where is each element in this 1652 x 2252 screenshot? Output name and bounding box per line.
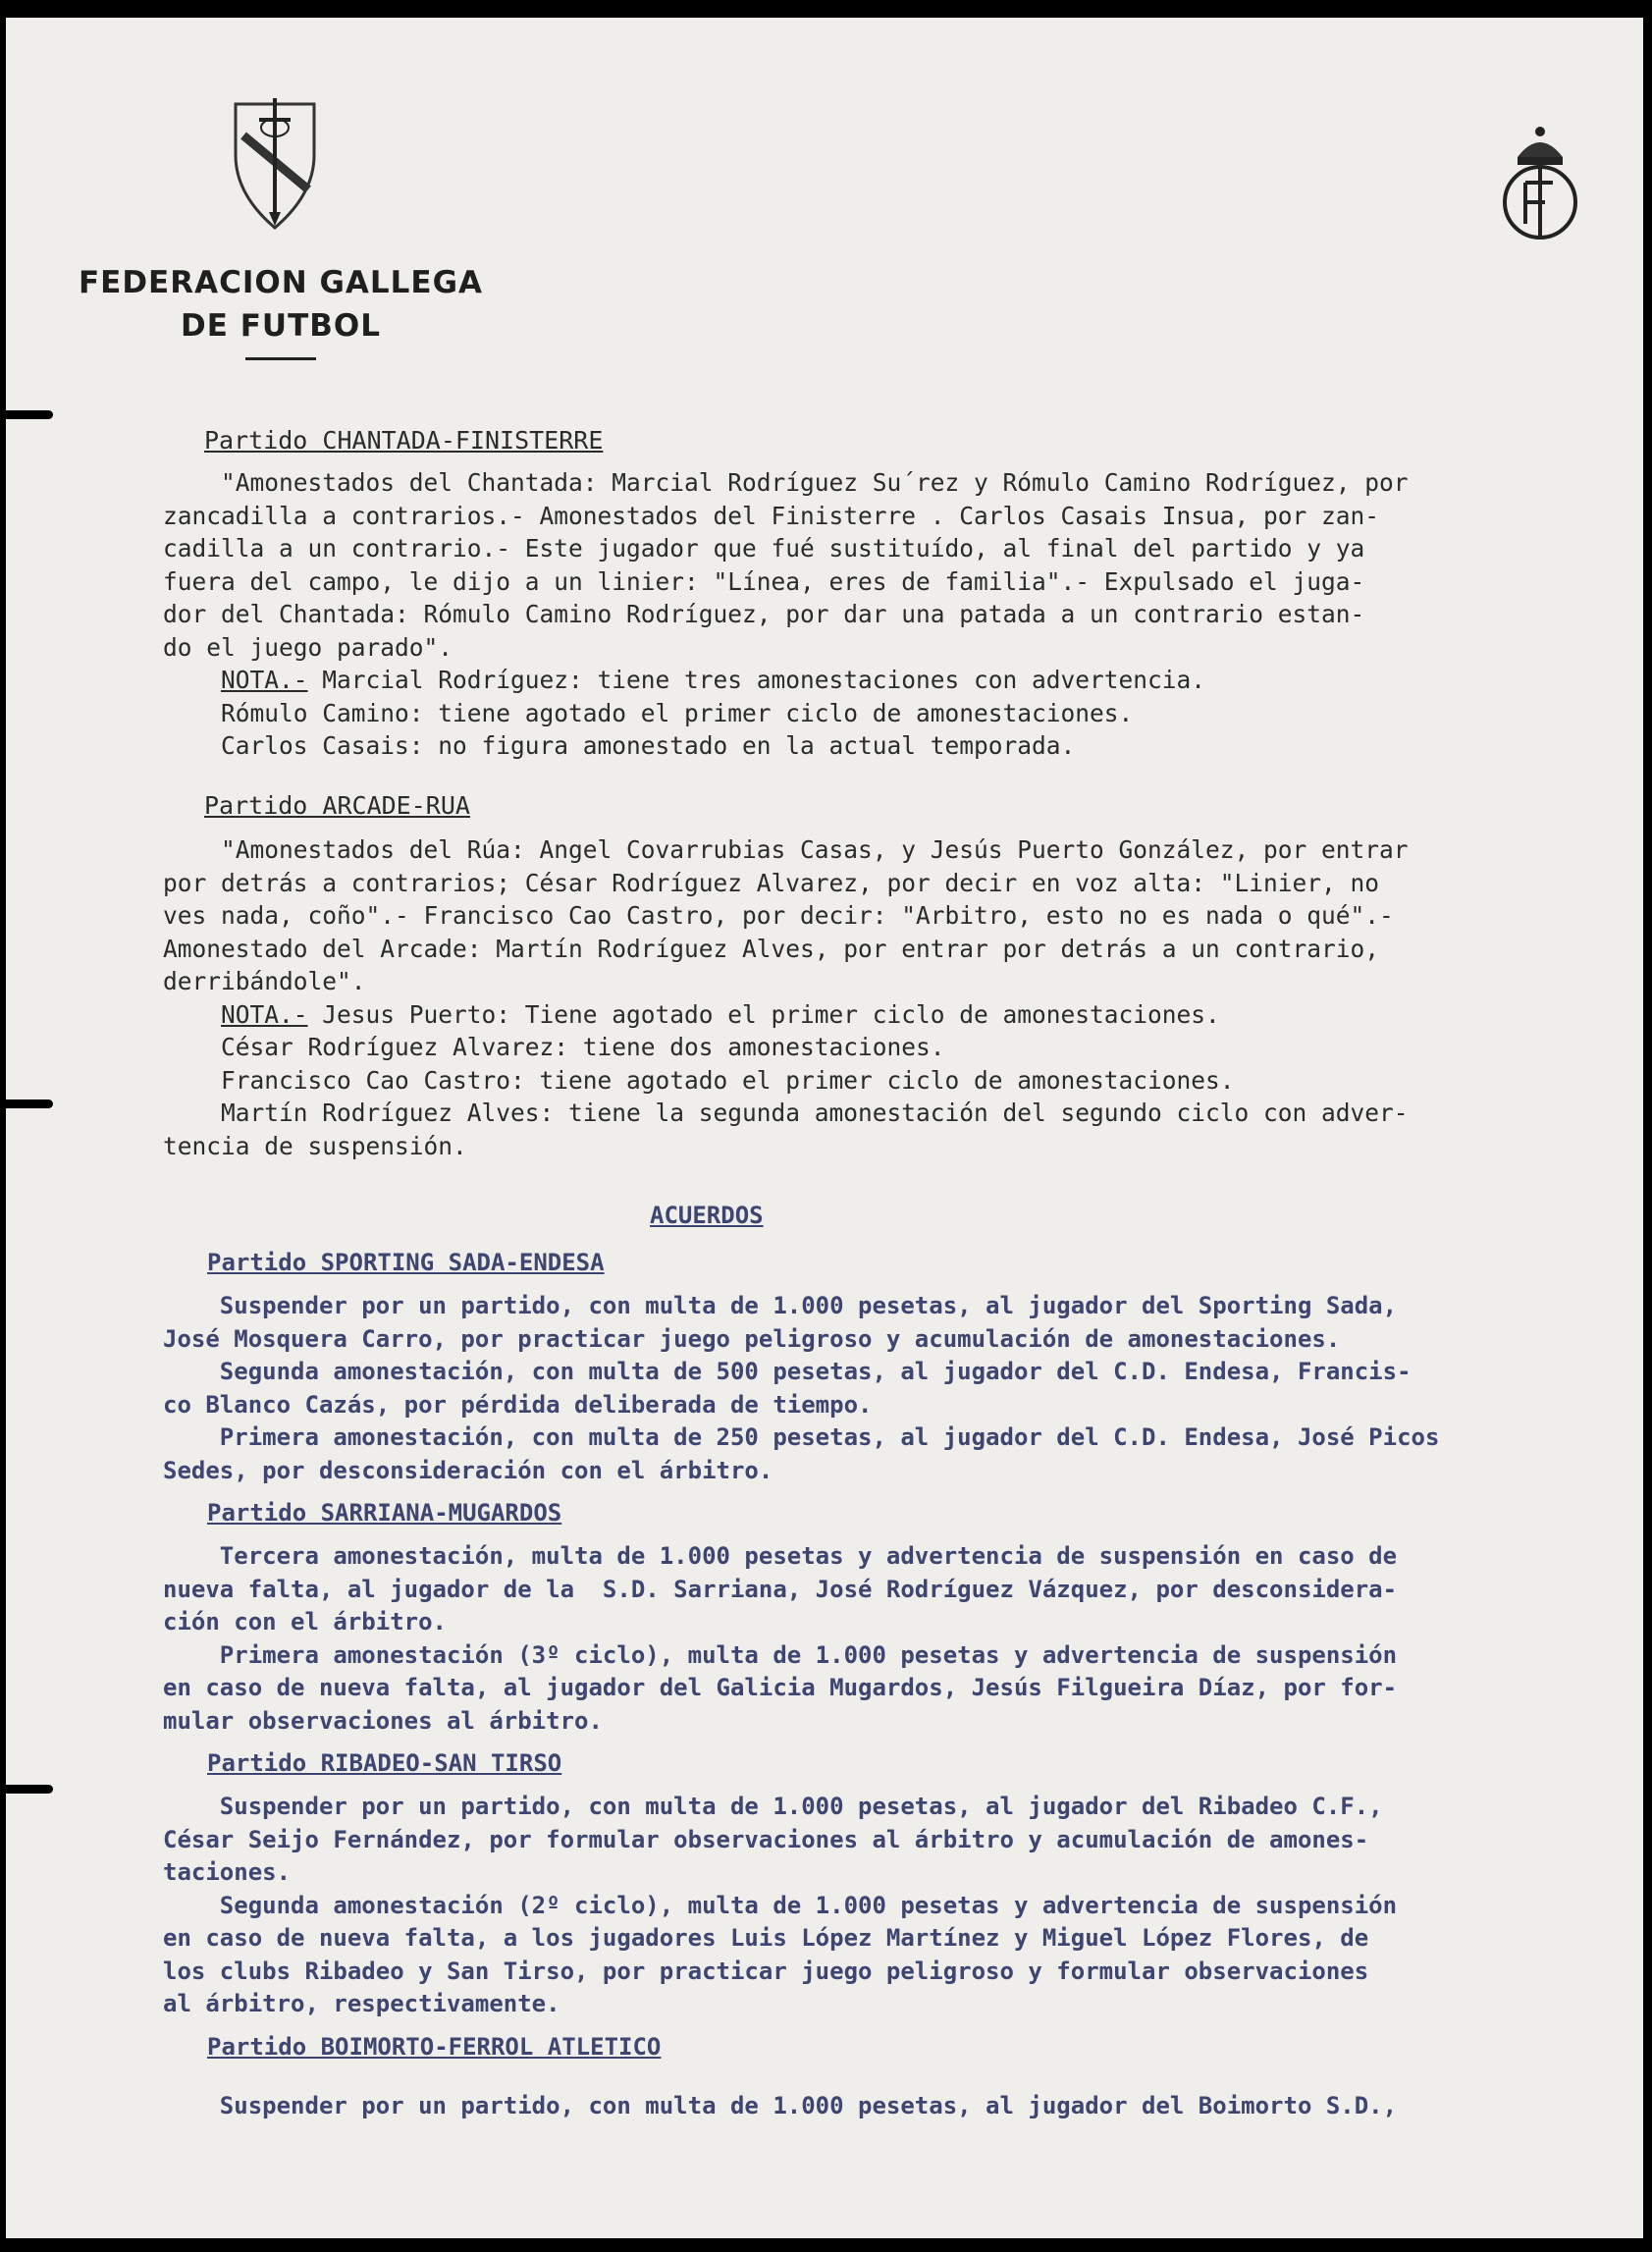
acuerdos-block: [163, 1202, 1616, 2122]
note-line: NOTA.- Marcial Rodríguez: tiene tres amonestaciones con advertencia.: [221, 666, 1206, 694]
section-title: Partido CHANTADA-FINISTERRE: [204, 426, 604, 455]
body-line: Primera amonestación (3º ciclo), multa de 1.000 pesetas y advertencia de suspensión: [163, 1640, 1398, 1669]
body-line: Suspender por un partido, con multa de 1.000 pesetas, al jugador del Sporting Sada,: [163, 1292, 1398, 1319]
note-label: NOTA.-: [221, 999, 308, 1029]
body-line: Segunda amonestación (2º ciclo), multa de 1.000 pesetas y advertencia de suspensión: [163, 1891, 1398, 1919]
body-line: José Mosquera Carro, por practicar juego peligroso y acumulación de amonestaciones.: [163, 1324, 1341, 1353]
body-line: "Amonestados del Chantada: Marcial Rodríguez Su´rez y Rómulo Camino Rodríguez, por: [163, 468, 1409, 497]
section-title: Partido RIBADEO-SAN TIRSO: [207, 1749, 562, 1777]
body-line: "Amonestados del Rúa: Angel Covarrubias Casas, y Jesús Puerto González, por entrar: [163, 835, 1409, 864]
body-line: Segunda amonestación, con multa de 500 pesetas, al jugador del C.D. Endesa, Francis-: [163, 1358, 1412, 1385]
body-line: Tercera amonestación, multa de 1.000 pesetas y advertencia de suspensión en caso de: [163, 1542, 1398, 1570]
punch-hole-mark: [6, 1099, 53, 1108]
section-title: Partido SPORTING SADA-ENDESA: [207, 1249, 605, 1276]
body-line: Amonestado del Arcade: Martín Rodríguez Alves, por entrar por detrás a un contrario,: [163, 934, 1380, 963]
note-line: Martín Rodríguez Alves: tiene la segunda amonestación del segundo ciclo con adver-: [163, 1099, 1409, 1127]
body-line: en caso de nueva falta, al jugador del Galicia Mugardos, Jesús Filgueira Díaz, por for-: [163, 1674, 1398, 1701]
punch-hole-mark: [6, 410, 53, 419]
body-line: al árbitro, respectivamente.: [163, 1990, 560, 2017]
acuerdo-boimorto-ferrol-atletico: [163, 2033, 1616, 2123]
section-chantada-finisterre: [163, 426, 1616, 763]
body-line: Suspender por un partido, con multa de 1.000 pesetas, al jugador del Ribadeo C.F.,: [163, 1793, 1383, 1820]
note-line: César Rodríguez Alvarez: tiene dos amonestaciones.: [163, 1033, 945, 1061]
acuerdos-heading: ACUERDOS: [650, 1202, 764, 1229]
note-line: Carlos Casais: no figura amonestado en la actual temporada.: [163, 731, 1076, 760]
body-line: Suspender por un partido, con multa de 1.000 pesetas, al jugador del Boimorto S.D.,: [163, 2091, 1398, 2119]
body-line: ves nada, coño".- Francisco Cao Castro, por decir: "Arbitro, esto no es nada o qué".-: [163, 901, 1394, 930]
body-line: do el juego parado".: [163, 632, 453, 662]
body-line: taciones.: [163, 1858, 292, 1886]
body-line: los clubs Ribadeo y San Tirso, por practicar juego peligroso y formular observaciones: [163, 1957, 1369, 1985]
letterhead-line2: DE FUTBOL: [181, 308, 381, 344]
rfef-crest-logo: [1496, 118, 1584, 245]
body-line: cadilla a un contrario.- Este jugador que fué sustituído, al final del partido y ya: [163, 534, 1365, 563]
section-arcade-rua: [163, 791, 1616, 1162]
body-line: por detrás a contrarios; César Rodríguez Alvarez, por decir en voz alta: "Linier, no: [163, 868, 1380, 897]
fgf-shield-logo: [230, 96, 320, 234]
body-line: mular observaciones al árbitro.: [163, 1706, 603, 1735]
section-title: Partido SARRIANA-MUGARDOS: [207, 1499, 562, 1527]
acuerdo-sarriana-mugardos: [163, 1499, 1616, 1738]
acuerdo-sporting-sada-endesa: [163, 1249, 1616, 1487]
note-line: NOTA.- Jesus Puerto: Tiene agotado el primer ciclo de amonestaciones.: [221, 999, 1220, 1029]
note-line: tencia de suspensión.: [163, 1131, 467, 1160]
document-page: [6, 18, 1643, 2238]
body-line: zancadilla a contrarios.- Amonestados del Finisterre . Carlos Casais Insua, por zan-: [163, 501, 1380, 530]
note-line: Rómulo Camino: tiene agotado el primer ciclo de amonestaciones.: [163, 698, 1134, 727]
body-line: ción con el árbitro.: [163, 1608, 447, 1635]
section-title: Partido ARCADE-RUA: [204, 791, 470, 820]
body-line: nueva falta, al jugador de la S.D. Sarriana, José Rodríguez Vázquez, por desconsidera-: [163, 1575, 1398, 1603]
letterhead-line1: FEDERACION GALLEGA: [78, 265, 484, 300]
letterhead: [75, 261, 487, 360]
letterhead-rule: [245, 357, 316, 360]
note-label: NOTA.-: [221, 666, 308, 694]
body-line: Sedes, por desconsideración con el árbitro.: [163, 1456, 773, 1484]
section-title: Partido BOIMORTO-FERROL ATLETICO: [207, 2032, 662, 2061]
acuerdo-ribadeo-san-tirso: [163, 1749, 1616, 2021]
body-line: dor del Chantada: Rómulo Camino Rodríguez, por dar una patada a un contrario estan-: [163, 600, 1365, 628]
punch-hole-mark: [6, 1785, 53, 1794]
note-line: Francisco Cao Castro: tiene agotado el primer ciclo de amonestaciones.: [163, 1065, 1235, 1095]
body-line: co Blanco Cazás, por pérdida deliberada de tiempo.: [163, 1390, 873, 1419]
body-line: fuera del campo, le dijo a un linier: "Línea, eres de familia".- Expulsado el juga-: [163, 566, 1365, 596]
body-line: en caso de nueva falta, a los jugadores Luis López Martínez y Miguel López Flores, de: [163, 1924, 1369, 1952]
body-line: derribándole".: [163, 967, 366, 995]
body-line: César Seijo Fernández, por formular observaciones al árbitro y acumulación de amones-: [163, 1825, 1369, 1853]
body-line: Primera amonestación, con multa de 250 pesetas, al jugador del C.D. Endesa, José Picos: [163, 1423, 1440, 1451]
